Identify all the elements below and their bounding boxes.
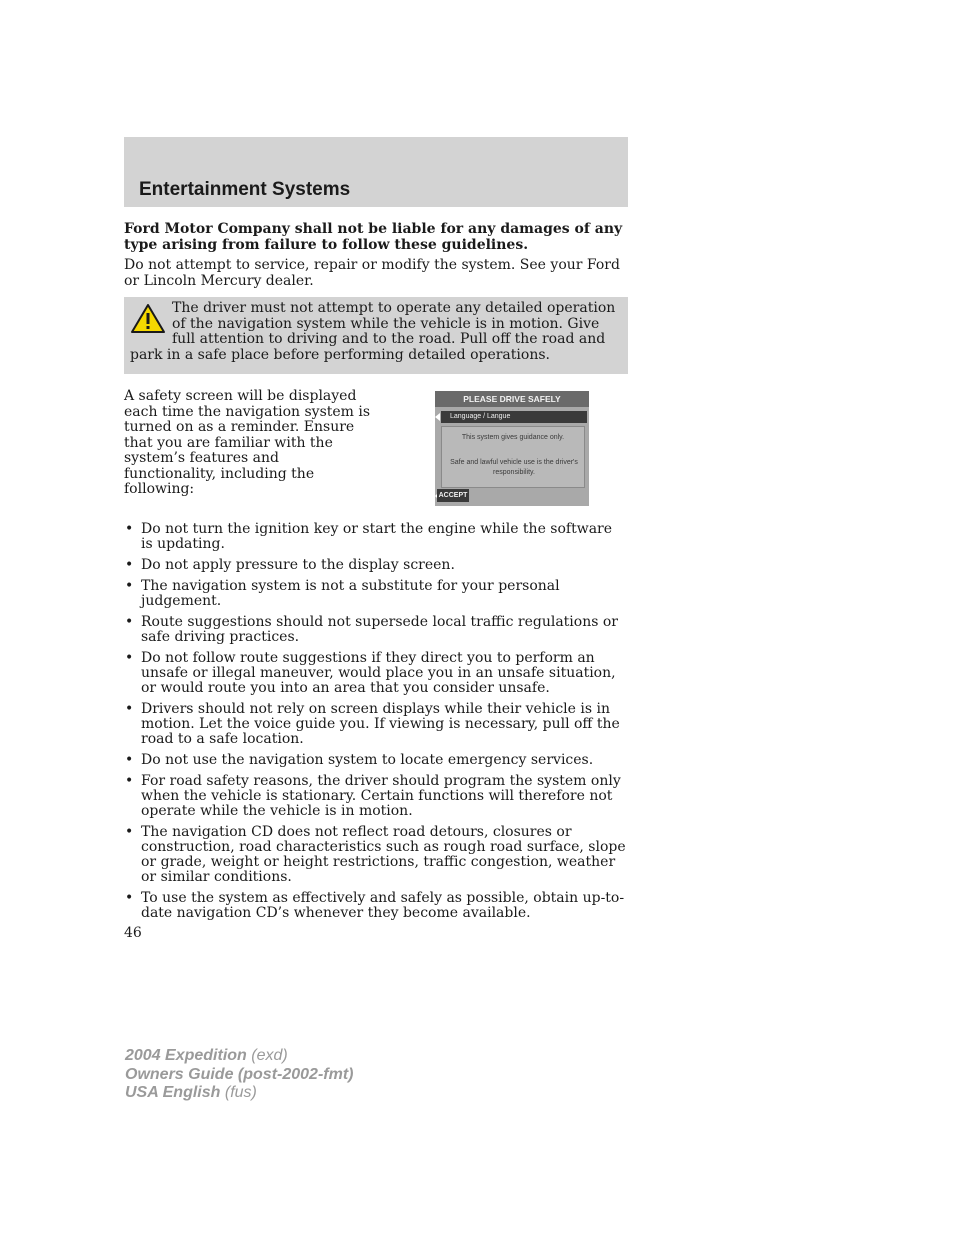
footer-line-guide: Owners Guide (post-2002-fmt): [125, 1065, 354, 1083]
guideline-list: [124, 522, 628, 927]
warning-triangle-icon: [130, 303, 166, 335]
list-item: • Do not use the navigation system to locate emergency services.: [124, 753, 628, 768]
safety-screen-title: PLEASE DRIVE SAFELY: [435, 391, 589, 407]
safety-screen-image: [435, 391, 589, 506]
page-number: 46: [124, 925, 142, 941]
service-note: Do not attempt to service, repair or modify the system. See your Ford or Lincoln Mercury dealer.: [124, 257, 620, 289]
footer-language: USA English: [125, 1084, 221, 1101]
guidance-message: This system gives guidance only.: [461, 434, 565, 441]
left-arrow-icon: [435, 413, 440, 421]
footer-model: 2004 Expedition: [125, 1047, 247, 1064]
safety-screen-intro: A safety screen will be displayed each time the navigation system is turned on as a reminder. Ensure that you are familiar with the system’s features and functionality, including the following:: [124, 388, 371, 497]
list-item: • The navigation CD does not reflect road detours, closures or construction, road characteristics such as rough road surface, slope or grade, weight or height restrictions, traffic congestion, weather or similar conditions.: [124, 825, 628, 885]
list-item: • Do not apply pressure to the display screen.: [124, 558, 628, 573]
section-header: [124, 137, 628, 207]
liability-notice: Ford Motor Company shall not be liable for any damages of any type arising from failure to follow these guidelines.: [124, 221, 623, 253]
section-title: Entertainment Systems: [139, 179, 351, 200]
document-footer: [125, 1047, 353, 1103]
list-item: • Route suggestions should not supersede local traffic regulations or safe driving practices.: [124, 615, 628, 645]
responsibility-message: Safe and lawful vehicle use is the driver's responsibility.: [450, 459, 578, 476]
footer-line-model: [125, 1047, 353, 1066]
warning-box: [124, 297, 628, 374]
accept-button: ACCEPT: [437, 489, 469, 502]
language-option: Language / Langue: [441, 411, 587, 423]
footer-language-code: (fus): [224, 1084, 257, 1101]
list-item: • To use the system as effectively and safely as possible, obtain up-to-date navigation CD’s whenever they become available.: [124, 891, 628, 921]
list-item: • Drivers should not rely on screen displays while their vehicle is in motion. Let the voice guide you. If viewing is necessary, pull off the road to a safe location.: [124, 702, 628, 747]
list-item: • For road safety reasons, the driver should program the system only when the vehicle is stationary. Certain functions will therefore not operate while the vehicle is in motion.: [124, 774, 628, 819]
safety-message-panel: [441, 426, 585, 488]
footer-model-code: (exd): [251, 1047, 288, 1064]
footer-line-language: [125, 1084, 353, 1103]
list-item: • The navigation system is not a substitute for your personal judgement.: [124, 579, 628, 609]
list-item: • Do not turn the ignition key or start the engine while the software is updating.: [124, 522, 628, 552]
list-item: • Do not follow route suggestions if they direct you to perform an unsafe or illegal maneuver, would place you in an unsafe situation, or would route you into an area that you consider unsafe.: [124, 651, 628, 696]
warning-text: The driver must not attempt to operate any detailed operation of the navigation system while the vehicle is in motion. Give full attention to driving and to the road. Pull off the road and park in a safe place before performing detailed operations.: [130, 300, 616, 363]
